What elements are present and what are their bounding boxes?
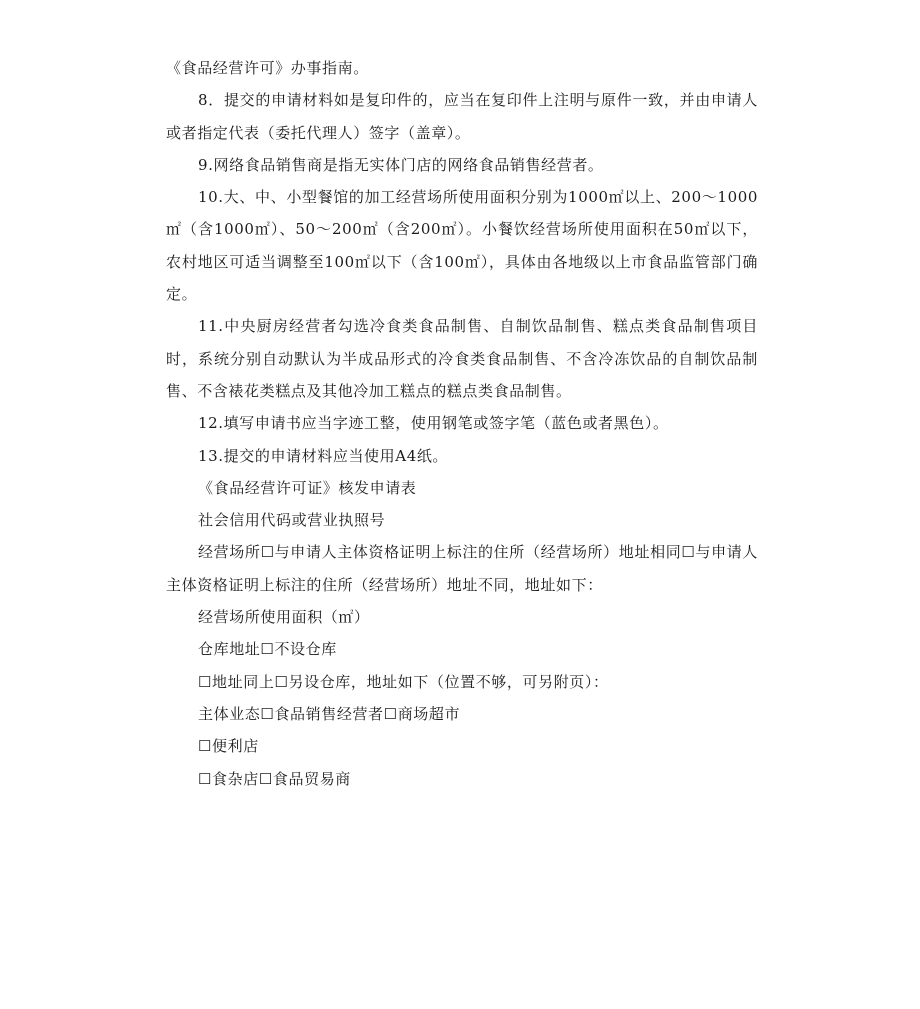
form-field-business-type: 主体业态☐食品销售经营者☐商场超市 — [198, 704, 461, 723]
form-field-warehouse-address: 仓库地址☐不设仓库 — [198, 640, 337, 659]
form-field-credit-code: 社会信用代码或营业执照号 — [198, 511, 386, 530]
form-field-premises-area: 经营场所使用面积（㎡） — [198, 608, 370, 627]
form-option-grocery-trader: ☐食杂店☐食品贸易商 — [198, 769, 351, 788]
paragraph-guide-title: 《食品经营许可》办事指南。 — [166, 59, 369, 77]
paragraph-item-8: 8．提交的申请材料如是复印件的，应当在复印件上注明与原件一致，并由申请人或者指定代表（委托代理人）签字（盖章）。 — [166, 91, 758, 142]
document-page — [166, 52, 758, 795]
paragraph-item-12: 12.填写申请书应当字迹工整，使用钢笔或签字笔（蓝色或者黑色）。 — [198, 414, 669, 433]
paragraph-item-9: 9.网络食品销售商是指无实体门店的网络食品销售经营者。 — [198, 155, 604, 174]
form-option-convenience-store: ☐便利店 — [198, 737, 259, 756]
paragraph-item-10: 10.大、中、小型餐馆的加工经营场所使用面积分别为1000㎡以上、200～1000㎡（含1000㎡）、50～200㎡（含200㎡）。小餐饮经营场所使用面积在50㎡以下，农村地区可适当调整至100㎡以下（含100㎡），具体由各地级以上市食品监管部门确定。 — [166, 188, 758, 304]
paragraph-item-13: 13.提交的申请材料应当使用A4纸。 — [198, 446, 449, 465]
form-field-business-premises: 经营场所☐与申请人主体资格证明上标注的住所（经营场所）地址相同☐与申请人主体资格证明上标注的住所（经营场所）地址不同，地址如下： — [166, 543, 758, 594]
form-field-warehouse-options: ☐地址同上☐另设仓库，地址如下（位置不够，可另附页）： — [198, 672, 609, 691]
form-title: 《食品经营许可证》核发申请表 — [198, 478, 417, 497]
paragraph-item-11: 11.中央厨房经营者勾选冷食类食品制售、自制饮品制售、糕点类食品制售项目时，系统分别自动默认为半成品形式的冷食类食品制售、不含冷冻饮品的自制饮品制售、不含裱花类糕点及其他冷加工糕点的糕点类食品制售。 — [166, 317, 758, 400]
